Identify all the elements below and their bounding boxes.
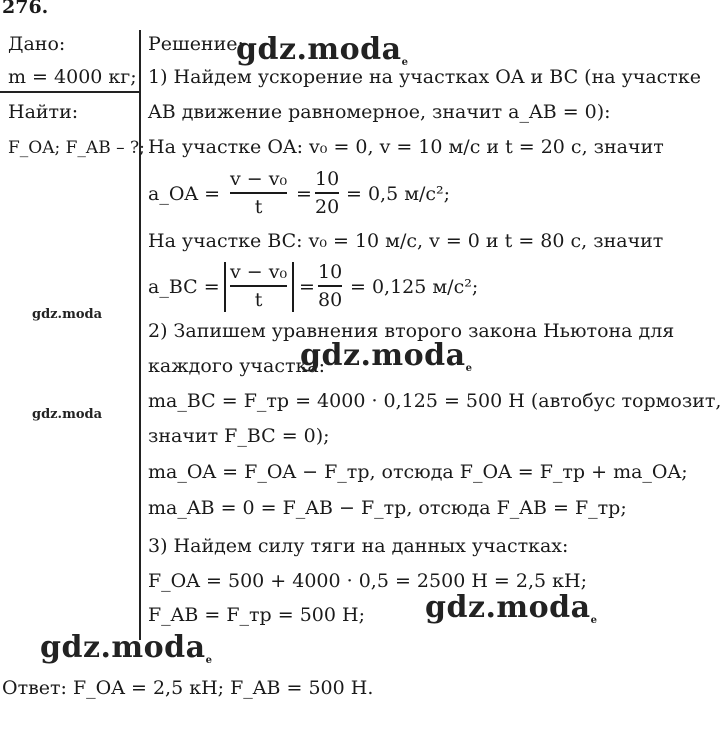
step2-line-a: 2) Запишем уравнения второго закона Ньютона для — [148, 320, 675, 342]
given-divider-horizontal — [0, 91, 140, 93]
answer: Ответ: F_OA = 2,5 кН; F_AB = 500 Н. — [2, 677, 374, 699]
oa-fraction-values-num: 10 — [315, 168, 340, 190]
step1-line-a: 1) Найдем ускорение на участках OA и BC (на участке — [148, 66, 701, 88]
bc-fraction-values-bar — [318, 285, 342, 287]
oa-fraction-values — [315, 168, 339, 218]
bc-fraction-formula — [230, 261, 287, 311]
watermark-logo: gdz.moda$_e$ — [425, 590, 598, 626]
step1-line-b: AB движение равномерное, значит a_AB = 0): — [148, 101, 611, 123]
bc-fraction-formula-bar — [230, 285, 287, 287]
bc-fraction-values-den: 80 — [318, 288, 343, 311]
equation-ab: ma_AB = 0 = F_AB − F_тр, отсюда F_AB = F_тр; — [148, 497, 627, 519]
force-ab: F_AB = F_тр = 500 Н; — [148, 604, 365, 626]
oa-fraction-formula — [230, 168, 287, 218]
bc-conditions: На участке BC: v₀ = 10 м/с, v = 0 и t = 80 с, значит — [148, 230, 664, 252]
equation-bc-line-a: ma_BC = F_тр = 4000 · 0,125 = 500 Н (автобус тормозит, — [148, 390, 721, 412]
equation-bc-line-b: значит F_BC = 0); — [148, 425, 330, 447]
watermark-mark-icon: e — [401, 57, 409, 68]
oa-fraction-values-den: 20 — [315, 195, 340, 218]
oa-fraction-values-bar — [315, 192, 339, 194]
problem-number: 276. — [2, 0, 49, 18]
given-label: Дано: — [8, 33, 66, 55]
oa-result: = 0,5 м/с²; — [346, 183, 451, 205]
watermark-logo: gdz.moda — [32, 407, 103, 422]
abs-bar-left — [224, 262, 226, 312]
watermark-mark-icon: e — [465, 363, 473, 374]
bc-fraction-values — [318, 261, 342, 311]
bc-result: = 0,125 м/с²; — [350, 276, 479, 298]
find-items: F_OA; F_AB – ?; — [8, 138, 145, 158]
oa-fraction-formula-num: v − v₀ — [230, 168, 288, 190]
find-label: Найти: — [8, 101, 79, 123]
oa-conditions: На участке OA: v₀ = 0, v = 10 м/с и t = 20 с, значит — [148, 136, 664, 158]
equation-oa: ma_OA = F_OA − F_тр, отсюда F_OA = F_тр + ma_OA; — [148, 461, 688, 483]
oa-fraction-formula-bar — [230, 192, 287, 194]
solution-label: Решение: — [148, 33, 244, 55]
bc-equals: = — [299, 276, 315, 298]
step3: 3) Найдем силу тяги на данных участках: — [148, 535, 569, 557]
force-oa: F_OA = 500 + 4000 · 0,5 = 2500 Н = 2,5 кН; — [148, 570, 587, 592]
bc-fraction-formula-den: t — [254, 288, 263, 311]
oa-fraction-formula-den: t — [254, 195, 263, 218]
watermark-mark-icon: e — [590, 615, 598, 626]
watermark-logo: gdz.moda — [32, 307, 103, 322]
step2-line-b: каждого участка: — [148, 355, 326, 377]
abs-bar-right — [292, 262, 294, 312]
given-divider-vertical — [139, 30, 141, 640]
watermark-logo: gdz.moda$_e$ — [300, 338, 473, 374]
bc-fraction-values-num: 10 — [318, 261, 343, 283]
bc-fraction-formula-num: v − v₀ — [230, 261, 288, 283]
watermark-logo: gdz.moda$_e$ — [40, 630, 213, 666]
oa-equals: = — [296, 183, 312, 205]
watermark-logo: gdz.moda$_e$ — [236, 32, 409, 68]
bc-lhs: a_BC = — [148, 276, 220, 298]
oa-lhs: a_OA = — [148, 183, 221, 205]
watermark-mark-icon: e — [205, 655, 213, 666]
given-mass: m = 4000 кг; — [8, 66, 137, 88]
